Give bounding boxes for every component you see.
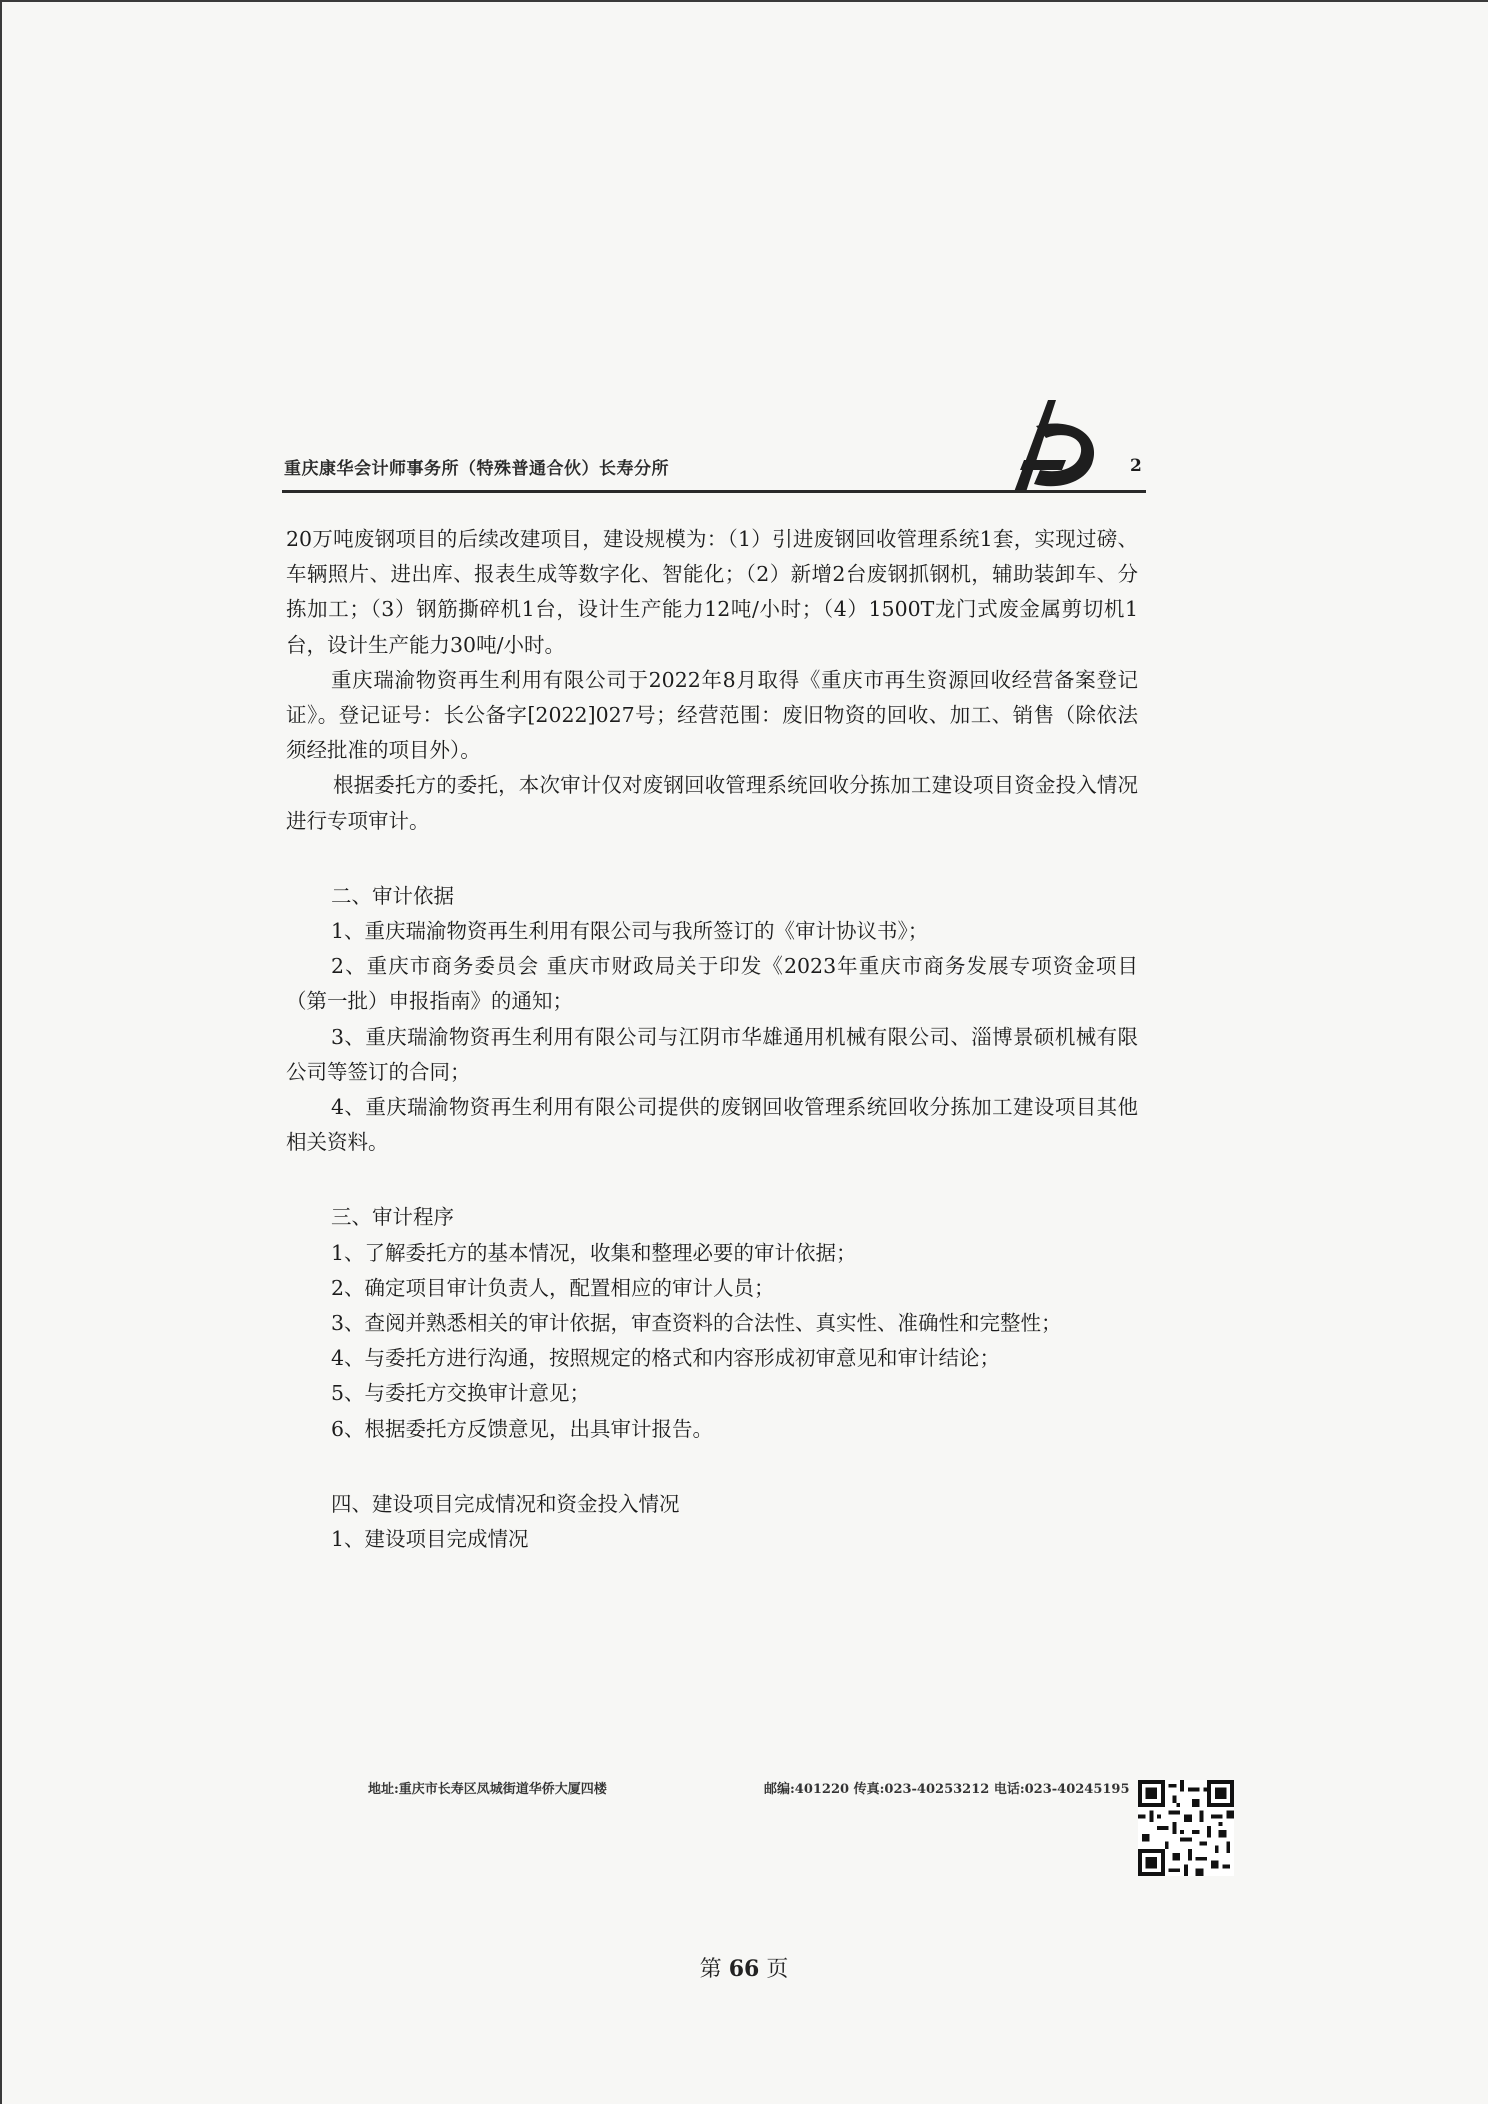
footer-contact: 邮编:401220 传真:023-40253212 电话:023-40245195 [764,1782,1130,1797]
header-rule [282,490,1146,493]
body-content [286,522,1138,1557]
list-item: 4、与委托方进行沟通，按照规定的格式和内容形成初审意见和审计结论； [331,1346,1001,1371]
paragraph-2: 重庆瑞渝物资再生利用有限公司于2022年8月取得《重庆市再生资源回收经营备案登记证》。登记证号：长公备字[2022]027号；经营范围：废旧物资的回收、加工、销售（除依法须经批准的项目外）。 [286,667,1138,763]
paragraph-3: 根据委托方的委托，本次审计仅对废钢回收管理系统回收分拣加工建设项目资金投入情况进行专项审计。 [286,773,1138,833]
subsection-heading: 1、建设项目完成情况 [331,1527,529,1552]
header-firm-name: 重庆康华会计师事务所（特殊普通合伙）长寿分所 [284,459,669,479]
page-number: 66 [728,1956,760,1982]
section-heading-procedure: 三、审计程序 [331,1205,454,1230]
list-item: 1、重庆瑞渝物资再生利用有限公司与我所签订的《审计协议书》； [331,919,929,944]
list-item: 3、查阅并熟悉相关的审计依据，审查资料的合法性、真实性、准确性和完整性； [331,1311,1062,1336]
firm-logo [996,398,1102,494]
page-number-footer [0,1952,1488,1983]
list-item: 2、确定项目审计负责人，配置相应的审计人员； [331,1275,775,1300]
section-heading-basis: 二、审计依据 [331,883,454,908]
section-heading-completion: 四、建设项目完成情况和资金投入情况 [331,1491,680,1516]
list-item: 2、重庆市商务委员会 重庆市财政局关于印发《2023年重庆市商务发展专项资金项目（第一批）申报指南》的通知； [286,954,1138,1014]
header-page-number: 2 [1130,456,1142,476]
page-prefix: 第 [699,1957,722,1982]
list-item: 6、根据委托方反馈意见，出具审计报告。 [331,1416,714,1441]
footer-address: 地址:重庆市长寿区凤城街道华侨大厦四楼 [368,1782,607,1797]
list-item: 4、重庆瑞渝物资再生利用有限公司提供的废钢回收管理系统回收分拣加工建设项目其他相关资料。 [286,1095,1138,1155]
page-suffix: 页 [766,1957,789,1982]
list-item: 1、了解委托方的基本情况，收集和整理必要的审计依据； [331,1240,857,1265]
list-item: 5、与委托方交换审计意见； [331,1381,591,1406]
qr-code-icon [1138,1780,1234,1876]
list-item: 3、重庆瑞渝物资再生利用有限公司与江阴市华雄通用机械有限公司、淄博景硕机械有限公司等签订的合同； [286,1024,1138,1084]
paragraph-1: 20万吨废钢项目的后续改建项目，建设规模为：（1）引进废钢回收管理系统1套，实现过磅、车辆照片、进出库、报表生成等数字化、智能化；（2）新增2台废钢抓钢机，辅助装卸车、分拣加工；（3）钢筋撕碎机1台，设计生产能力12吨/小时；（4）1500T龙门式废金属剪切机1台，设计生产能力30吨/小时。 [286,527,1138,657]
